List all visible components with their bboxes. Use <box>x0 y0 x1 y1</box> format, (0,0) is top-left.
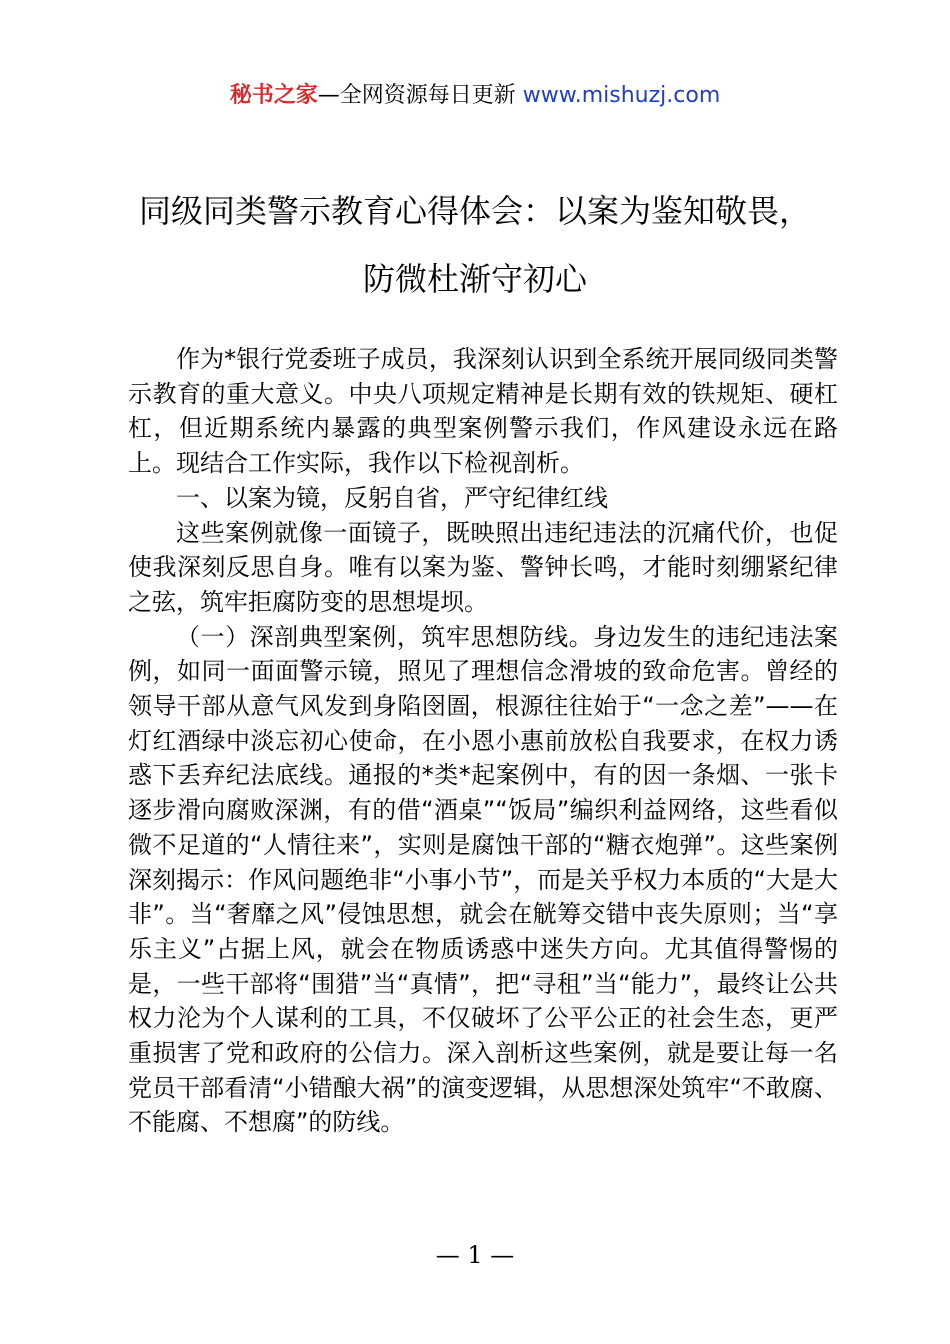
site-tagline: —全网资源每日更新 <box>317 83 523 108</box>
site-brand: 秘书之家 <box>229 83 318 108</box>
site-header <box>0 80 950 112</box>
document-body <box>128 342 838 1140</box>
document-title-line-1: 同级同类警示教育心得体会：以案为鉴知敬畏， <box>138 192 811 230</box>
page-number: — 1 — <box>435 1241 515 1269</box>
intro-paragraph: 作为*银行党委班子成员，我深刻认识到全系统开展同级同类警示教育的重大意义。中央八项规定精神是长期有效的铁规矩、硬杠杠，但近期系统内暴露的典型案例警示我们，作风建设永远在路上。现结合工作实际，我作以下检视剖析。 <box>128 345 838 478</box>
site-url-link[interactable]: www.mishuzj.com <box>522 83 721 108</box>
document-title-line-2: 防微杜渐守初心 <box>362 260 587 298</box>
subsection-paragraph: （一）深剖典型案例，筑牢思想防线。身边发生的违纪违法案例，如同一面面警示镜，照见了理想信念滑坡的致命危害。曾经的领导干部从意气风发到身陷囹圄，根源往往始于“一念之差”——在灯红酒绿中淡忘初心使命，在小恩小惠前放松自我要求，在权力诱惑下丢弃纪法底线。通报的*类*起案例中，有的因一条烟、一张卡逐步滑向腐败深渊，有的借“酒桌”“饭局”编织利益网络，这些看似微不足道的“人情往来”，实则是腐蚀干部的“糖衣炮弹”。这些案例深刻揭示：作风问题绝非“小事小节”，而是关乎权力本质的“大是大非”。当“奢靡之风”侵蚀思想，就会在觥筹交错中丧失原则；当“享乐主义”占据上风，就会在物质诱惑中迷失方向。尤其值得警惕的是，一些干部将“围猎”当“真情”，把“寻租”当“能力”，最终让公共权力沦为个人谋利的工具，不仅破坏了公平公正的社会生态，更严重损害了党和政府的公信力。深入剖析这些案例，就是要让每一名党员干部看清“小错酿大祸”的演变逻辑，从思想深处筑牢“不敢腐、不能腐、不想腐”的防线。 <box>128 622 838 1137</box>
section-paragraph: 这些案例就像一面镜子，既映照出违纪违法的沉痛代价，也促使我深刻反思自身。唯有以案为鉴、警钟长鸣，才能时刻绷紧纪律之弦，筑牢拒腐防变的思想堤坝。 <box>128 518 838 616</box>
section-heading: 一、以案为镜，反躬自省，严守纪律红线 <box>176 483 608 512</box>
